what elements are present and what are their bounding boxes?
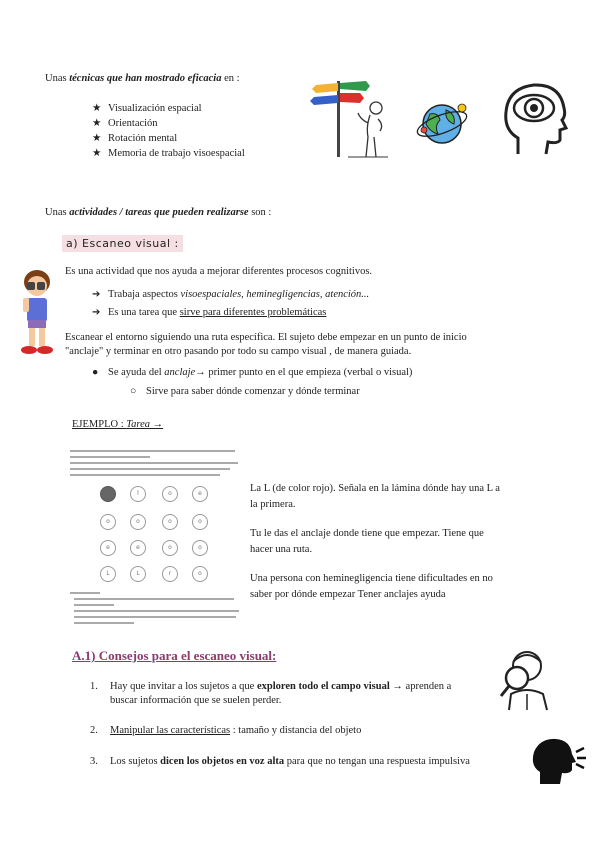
tip-item — [90, 724, 361, 738]
intro-suffix: en : — [221, 73, 240, 84]
activities-line — [45, 206, 271, 220]
activities-emph: actividades / tareas que pueden realizarse — [69, 207, 249, 218]
technique-label: Rotación mental — [108, 133, 178, 144]
section-a-heading — [62, 234, 183, 252]
arrow-icon: ➔ — [92, 289, 101, 300]
section-a-bullet — [92, 306, 326, 320]
example-text-line: hacer una ruta. — [250, 544, 313, 555]
section-a-heading-text: a) Escaneo visual : — [62, 235, 183, 252]
example-text-line: Una persona con heminegligencia tiene dificultades en no — [250, 573, 493, 584]
star-icon: ★ — [92, 118, 102, 129]
technique-item — [92, 132, 177, 146]
section-a-description: Es una actividad que nos ayuda a mejorar diferentes procesos cognitivos. — [65, 266, 373, 277]
example-text-line: saber por dónde empezar Tener anclajes ayuda — [250, 589, 446, 600]
tip-bold: dicen los objetos en voz alta — [160, 756, 285, 767]
circle-bullet-icon: ○ — [130, 386, 137, 397]
example-worksheet-image: l o e o o o o e e o o L L r o — [70, 446, 240, 626]
activities-suffix: son : — [248, 207, 272, 218]
technique-label: Visualización espacial — [108, 103, 202, 114]
anchor-emph: anclaje — [164, 367, 196, 378]
example-label-text: EJEMPLO : — [72, 419, 127, 430]
tip-bold: exploren todo el campo visual — [256, 681, 390, 692]
tip-item — [90, 755, 470, 769]
anchor-prefix: Se ayuda del — [108, 367, 165, 378]
example-text-line: La L (de color rojo). Señala en la lámina dónde hay una L a — [250, 483, 500, 494]
tip-text: Hay que invitar a los sujetos a que — [110, 681, 257, 692]
tip-suffix: → aprenden a — [389, 681, 452, 692]
signpost-person-illustration — [308, 75, 388, 160]
star-icon: ★ — [92, 133, 102, 144]
example-label — [72, 418, 163, 432]
anchor-suffix: → primer punto en el que empieza (verbal o visual) — [195, 367, 413, 378]
tip-item-continuation: buscar información que se suelen perder. — [110, 695, 282, 706]
tip-number: 3. — [90, 756, 98, 767]
intro-line — [45, 72, 240, 86]
bullet-dot-icon: ● — [92, 367, 99, 378]
speaking-head-icon — [530, 736, 586, 786]
child-binoculars-illustration — [15, 268, 57, 358]
bullet-emph: visoespaciales, heminegligencias, atención... — [180, 289, 370, 300]
section-a1-heading: A.1) Consejos para el escaneo visual: — [72, 648, 277, 663]
tip-item — [90, 680, 451, 694]
tip-text: Los sujetos — [110, 756, 161, 767]
tip-number: 1. — [90, 681, 98, 692]
technique-item — [92, 117, 158, 131]
tip-suffix: : tamaño y distancia del objeto — [230, 725, 362, 736]
anchor-bullet — [92, 366, 412, 380]
section-a-bullet — [92, 288, 369, 302]
bullet-text: Trabaja aspectos — [108, 289, 181, 300]
head-eye-illustration — [500, 80, 570, 158]
arrow-icon: ➔ — [92, 307, 101, 318]
section-a-paragraph-line: Escanear el entorno siguiendo una ruta específica. El sujeto debe empezar en un punto de inicio — [65, 332, 467, 343]
intro-prefix: Unas — [45, 73, 70, 84]
anchor-subitem-text: Sirve para saber dónde comenzar y dónde terminar — [146, 386, 360, 397]
bullet-link: sirve para diferentes problemáticas — [179, 307, 327, 318]
example-text-line: la primera. — [250, 499, 296, 510]
technique-item — [92, 147, 245, 161]
activities-prefix: Unas — [45, 207, 70, 218]
globe-illustration — [416, 100, 476, 148]
detective-magnifier-illustration — [495, 648, 557, 712]
example-text-line: Tu le das el anclaje donde tiene que empezar. Tiene que — [250, 528, 484, 539]
technique-item — [92, 102, 202, 116]
star-icon: ★ — [92, 148, 102, 159]
technique-label: Orientación — [108, 118, 158, 129]
section-a-paragraph-line: "anclaje" y terminar en otro pasando por todo su campo visual , de manera guiada. — [65, 346, 412, 357]
tip-underlined: Manipular las características — [110, 725, 231, 736]
star-icon: ★ — [92, 103, 102, 114]
bullet-text: Es una tarea que — [108, 307, 180, 318]
technique-label: Memoria de trabajo visoespacial — [108, 148, 245, 159]
example-label-emph: Tarea → — [126, 419, 164, 430]
anchor-subitem — [130, 385, 360, 399]
tip-suffix: para que no tengan una respuesta impulsiva — [284, 756, 470, 767]
intro-emph: técnicas que han mostrado eficacia — [69, 73, 222, 84]
tip-number: 2. — [90, 725, 98, 736]
